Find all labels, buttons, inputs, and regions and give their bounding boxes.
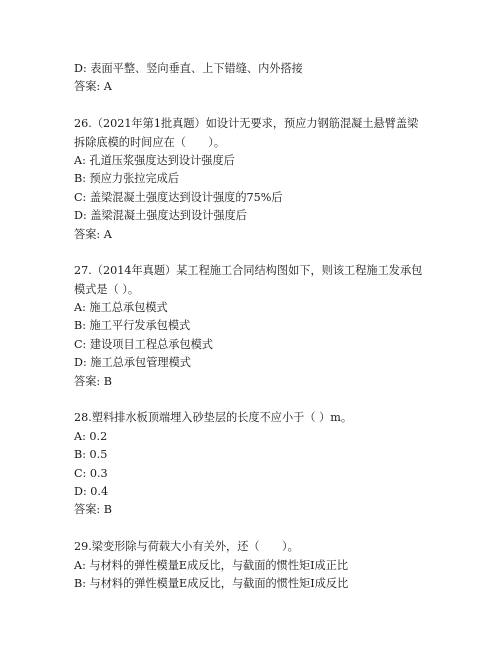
question-28 xyxy=(74,409,446,519)
option-c: C: 盖梁混凝土强度达到设计强度的75%后 xyxy=(74,190,283,204)
question-27 xyxy=(74,262,446,391)
question-stem: 模式是（ ）。 xyxy=(74,282,140,296)
question-stem: 29.梁变形除与荷载大小有关外，还（ ）。 xyxy=(74,540,299,554)
option-d: D: 0.4 xyxy=(74,484,109,498)
option-c: C: 0.3 xyxy=(74,466,108,480)
option-d: D: 盖梁混凝土强度达到设计强度后 xyxy=(74,209,247,223)
spacer xyxy=(74,391,446,409)
answer-line: 答案: B xyxy=(74,374,112,388)
option-b: B: 施工平行发承包模式 xyxy=(74,319,191,333)
spacer xyxy=(74,97,446,115)
option-c: C: 建设项目工程总承包模式 xyxy=(74,337,213,351)
option-d: D: 表面平整、竖向垂直、上下错缝、内外搭接 xyxy=(74,62,303,75)
option-b: B: 与材料的弹性模量E成反比，与截面的惯性矩I成反比 xyxy=(74,576,349,590)
document-page xyxy=(74,60,446,593)
answer-line: 答案: A xyxy=(74,80,112,94)
question-29 xyxy=(74,538,446,593)
answer-line: 答案: A xyxy=(74,227,112,241)
option-b: B: 0.5 xyxy=(74,448,108,462)
option-a: A: 0.2 xyxy=(74,429,108,443)
option-b: B: 预应力张拉完成后 xyxy=(74,172,180,186)
spacer xyxy=(74,244,446,262)
spacer xyxy=(74,520,446,538)
option-a: A: 与材料的弹性模量E成反比，与截面的惯性矩I成正比 xyxy=(74,558,349,572)
question-stem: 拆除底模的时间应在（ ）。 xyxy=(74,135,226,149)
option-a: A: 施工总承包模式 xyxy=(74,301,168,315)
question-stem: 28.塑料排水板顶端埋入砂垫层的长度不应小于（ ）m。 xyxy=(74,411,353,425)
question-26 xyxy=(74,115,446,244)
option-d: D: 施工总承包管理模式 xyxy=(74,356,191,370)
option-a: A: 孔道压浆强度达到设计强度后 xyxy=(74,153,235,167)
question-25-tail xyxy=(74,60,446,97)
question-stem: 26.（2021年第1批真题）如设计无要求，预应力钢筋混凝土悬臂盖梁 xyxy=(74,117,419,131)
question-stem: 27.（2014年真题）某工程施工合同结构图如下，则该工程施工发承包 xyxy=(74,264,423,278)
answer-line: 答案: B xyxy=(74,503,112,517)
